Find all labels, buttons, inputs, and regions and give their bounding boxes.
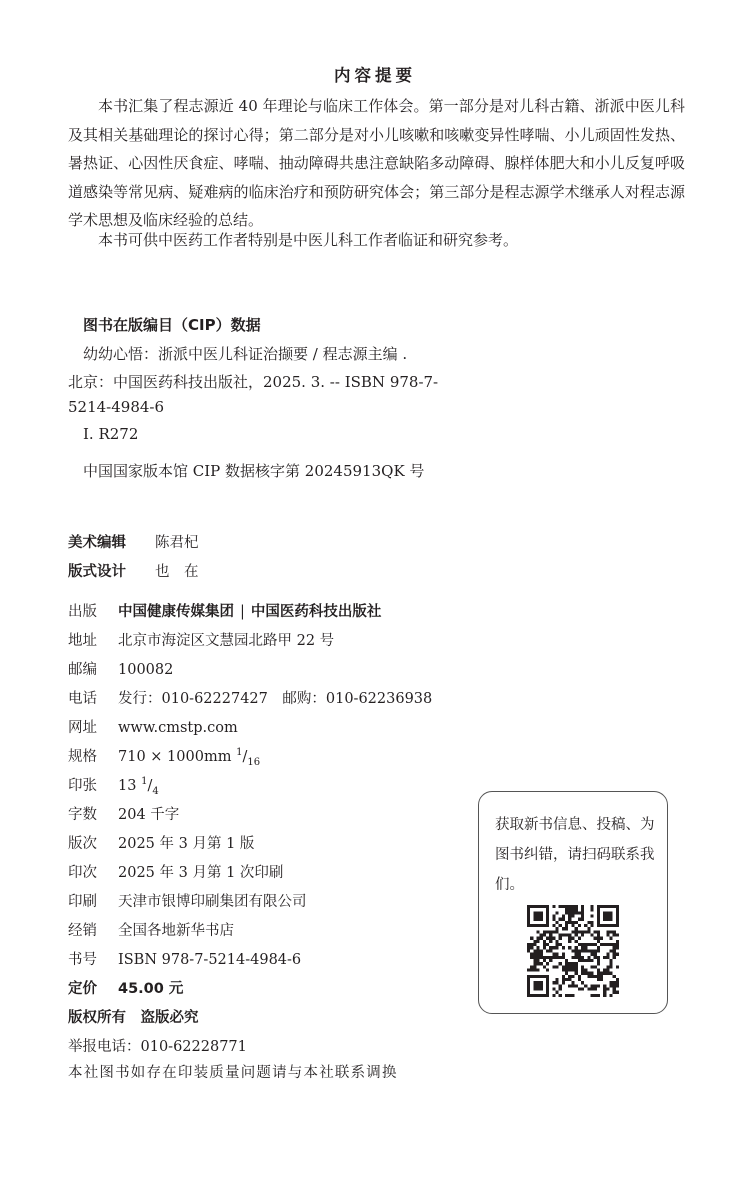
printer-row: 印刷 天津市银博印刷集团有限公司 (68, 894, 307, 910)
cip-publication-line: 北京：中国医药科技出版社，2025. 3. -- ISBN 978-7- (68, 373, 439, 391)
wordcount-row: 字数 204 千字 (68, 807, 180, 823)
distributor-row: 经销 全国各地新华书店 (68, 923, 234, 939)
cip-title-line: 幼幼心悟：浙派中医儿科证治撷要 / 程志源主编 . (83, 345, 408, 363)
cip-heading: 图书在版编目（CIP）数据 (83, 316, 261, 334)
format-row: 规格 710 × 1000mm $^1/_{16}$ (68, 747, 261, 768)
qr-code[interactable] (527, 905, 619, 997)
exchange-notice: 本社图书如存在印装质量问题请与本社联系调换 (68, 1065, 398, 1081)
summary-paragraph: 本书汇集了程志源近 40 年理论与临床工作体会。第一部分是对儿科古籍、浙派中医儿科及其相关基础理论的探讨心得；第二部分是对小儿咳嗽和咳嗽变异性哮喘、小儿顽固性发热、暑热证、心因性厌食症、哮喘、抽动障碍共患注意缺陷多动障碍、腺样体肥大和小儿反复呼吸道感染等常见病、疑难病的临床治疗和预防研究体会；第三部分是程志源学术继承人对程志源学术思想及临床经验的总结。 (68, 97, 685, 230)
website-row: 网址 www.cmstp.com (68, 720, 238, 736)
qr-prompt-text: 获取新书信息、投稿、为图书纠错，请扫码联系我们。 (495, 817, 655, 893)
staff-row: 版式设计 也 在 (68, 564, 199, 580)
summary-paragraph: 本书可供中医药工作者特别是中医儿科工作者临证和研究参考。 (98, 231, 519, 249)
report-phone: 举报电话：010-62228771 (68, 1039, 247, 1055)
sheets-row: 印张 13 $^1/_4$ (68, 776, 159, 797)
phone-row: 电话 发行：010-62227427 邮购：010-62236938 (68, 691, 433, 707)
qr-callout (478, 791, 668, 1014)
cip-isbn-line: 5214-4984-6 (68, 398, 165, 416)
price-row: 定价 45.00 元 (68, 981, 184, 997)
postcode-row: 邮编 100082 (68, 662, 174, 678)
address-row: 地址 北京市海淀区文慧园北路甲 22 号 (68, 633, 335, 649)
impression-row: 印次 2025 年 3 月第 1 次印刷 (68, 865, 284, 881)
isbn-row: 书号 ISBN 978-7-5214-4984-6 (68, 952, 302, 968)
edition-row: 版次 2025 年 3 月第 1 版 (68, 836, 255, 852)
cip-record-number: 中国国家版本馆 CIP 数据核字第 20245913QK 号 (83, 462, 425, 480)
summary-title: 内容提要 (334, 66, 416, 85)
publisher-row: 出版 中国健康传媒集团 | 中国医药科技出版社 (68, 604, 382, 620)
staff-row: 美术编辑 陈君杞 (68, 535, 199, 551)
copyright-notice: 版权所有 盗版必究 (68, 1010, 199, 1026)
cip-classification: Ⅰ. R272 (83, 425, 139, 443)
